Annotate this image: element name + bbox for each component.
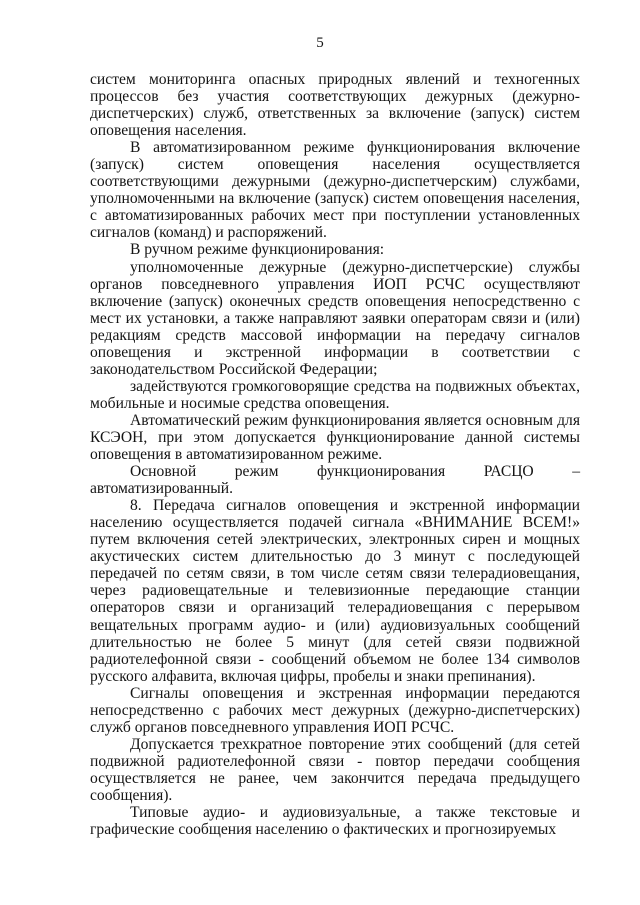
paragraph-manual-mode-duty-services: уполномоченные дежурные (дежурно-диспетчерские) службы органов повседневного управления ИОП РСЧС осуществляют включение (запуск) оконечных средств оповещения непосредственно с мест их установки, а также направляют заявки операторам связи и (или) редакциям средств массовой информации на передачу сигналов оповещения и экстренной информации в соответствии с законодательством Российской Федерации; [90,258,580,378]
paragraph-section-8: 8. Передача сигналов оповещения и экстренной информации населению осуществляется подачей сигнала «ВНИМАНИЕ ВСЕМ!» путем включения сетей электрических, электронных сирен и мощных акустических систем длительностью до 3 минут с последующей передачей по сетям связи, в том числе сетям связи телерадиовещания, через радиовещательные и телевизионные передающие станции операторов связи и организаций телерадиовещания с перерывом вещательных программ аудио- и (или) аудиовизуальных сообщений длительностью не более 5 минут (для сетей связи подвижной радиотелефонной связи - сообщений объемом не более 134 символов русского алфавита, включая цифры, пробелы и знаки препинания). [90,497,580,685]
paragraph-typical-messages: Типовые аудио- и аудиовизуальные, а также текстовые и графические сообщения населению о фактических и прогнозируемых [90,804,580,839]
paragraph-automated-mode: В автоматизированном режиме функционирования включение (запуск) систем оповещения населения осуществляется соответствующими дежурными (дежурно-диспетчерским) службами, уполномоченными на включение (запуск) систем оповещения населения, с автоматизированных рабочих мест при поступлении установленных сигналов (команд) и распоряжений. [90,139,580,242]
paragraph-repetition: Допускается трехкратное повторение этих сообщений (для сетей подвижной радиотелефонной связи - повтор передачи сообщения осуществляется не ранее, чем закончится передача предыдущего сообщения). [90,735,580,804]
paragraph-continuation: систем мониторинга опасных природных явлений и техногенных процессов без участия соответствующих дежурных (дежурно-диспетчерских) служб, ответственных за включение (запуск) систем оповещения населения. [90,71,580,140]
document-body [90,71,580,838]
paragraph-kseon-mode: Автоматический режим функционирования является основным для КСЭОН, при этом допускается функционирование данной системы оповещения в автоматизированном режиме. [90,411,580,464]
paragraph-signals-transmission: Сигналы оповещения и экстренная информации передаются непосредственно с рабочих мест дежурных (дежурно-диспетчерских) служб органов повседневного управления ИОП РСЧС. [90,684,580,736]
paragraph-manual-mode-loudspeakers: задействуются громкоговорящие средства на подвижных объектах, мобильные и носимые средства оповещения. [90,377,580,412]
paragraph-manual-mode-heading: В ручном режиме функционирования: [130,241,385,259]
page-number: 5 [316,35,324,51]
paragraph-rasco-mode: Основной режим функционирования РАСЦО – автоматизированный. [90,463,580,498]
